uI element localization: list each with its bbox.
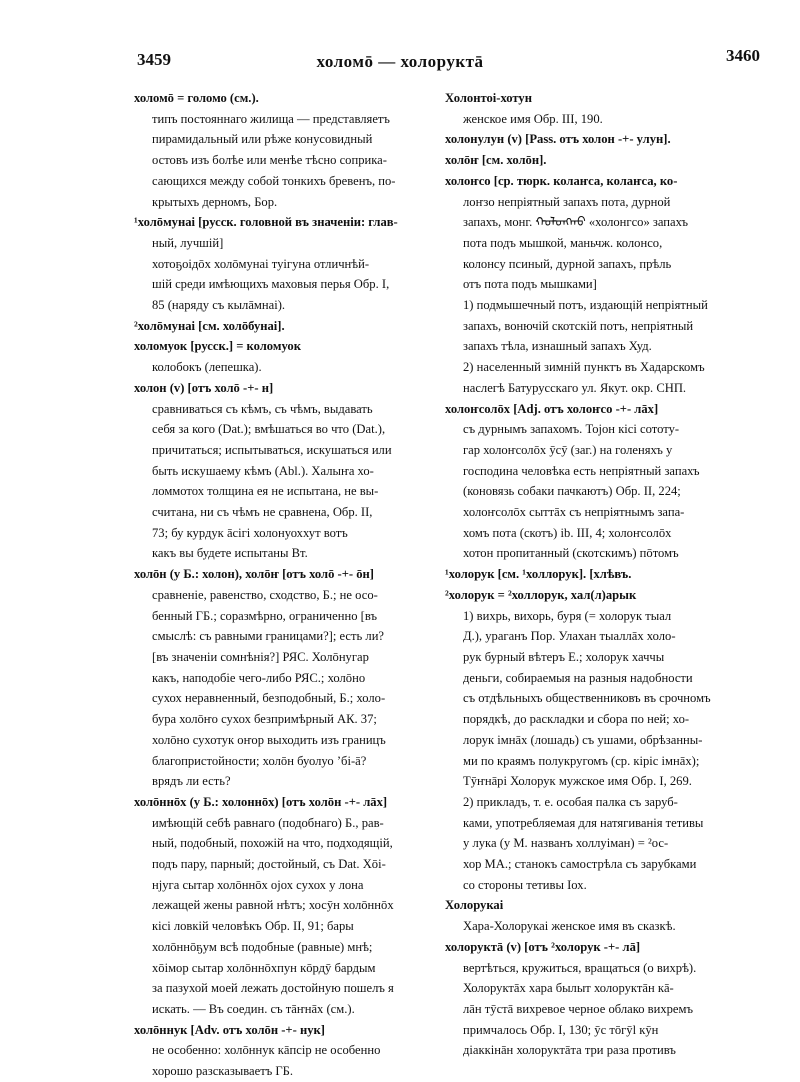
entry-text-line: сравненіе, равенство, сходство, Б.; не осо-: [152, 587, 378, 602]
entry-text-line: хōімор сытар холōннōхпун кōрдӯ бардым: [152, 960, 376, 975]
entry-text-line: ный, лучшій]: [152, 235, 224, 250]
entry-text-line: гар холоҥсолōх ӯсӯ (заг.) на голеняхъ у: [463, 442, 673, 457]
entry-headword-line: холонулун (v) [Pass. отъ холон -+- улун].: [445, 132, 671, 147]
entry-text-line: съ отдѣльныхъ общественниковъ въ срочномъ: [463, 691, 711, 706]
entry-text-line: у лука (у М. названъ холлуіман) = ²ос-: [463, 836, 669, 851]
page-number-left: 3459: [137, 50, 171, 69]
entry-text-line: хомъ пота (скотъ) ib. III, 4; холоҥсолōх: [463, 525, 672, 540]
entry-headword-line: Холорукаі: [445, 898, 504, 913]
entry-text-line: наслегѣ Батурусскаго ул. Якут. окр. СНП.: [463, 380, 687, 395]
entry-text-line: колобокъ (лепешка).: [152, 360, 262, 375]
entry-text-line: порядкѣ, до раскладки и сбора по ней; хо-: [463, 712, 690, 727]
entry-text-line: со стороны тетивы Іох.: [463, 877, 587, 892]
entry-headword-line: холōҥ [см. холōн].: [445, 153, 547, 168]
entry-text-line: пирамидальный или рѣже конусовидный: [152, 132, 373, 147]
entry-text-line: быть искушаему кѣмъ (Abl.). Халыҥа хо-: [152, 463, 374, 478]
entry-text-line: запахъ тѣла, изнашный запахъ Худ.: [463, 339, 652, 354]
entry-text-line: имѣющій себѣ равнаго (подобнаго) Б., рав-: [152, 815, 384, 830]
entry-text-line: искать. — Въ соедин. съ тāҥнāх (см.).: [152, 1001, 355, 1016]
entry-text-line: Хара-Холорукаі женское имя въ сказкѣ.: [463, 919, 676, 934]
entry-text-line: кісі ловкій человѣкъ Обр. II, 91; бары: [152, 919, 354, 934]
entry-text-line: хорошо разсказываетъ ГБ.: [152, 1064, 294, 1079]
entry-headword-line: холомуок [русск.] = коломуок: [134, 339, 301, 354]
entry-text-line: деньги, собираемыя на разныя надобности: [463, 670, 693, 685]
entry-text-line: Тӯҥнāрі Холорук мужское имя Обр. I, 269.: [463, 774, 692, 789]
entry-text-line: какъ вы будете испытаны Вт.: [152, 546, 308, 561]
entry-headword-line: холōннук [Adv. отъ холōн -+- нук]: [134, 1022, 325, 1037]
entry-text-line: лежащей жены равной нѣтъ; хосӯн холōннōх: [152, 898, 394, 913]
entry-text-line: 2) населенный зимній пунктъ въ Хадарскомъ: [463, 360, 705, 375]
entry-text-line: ломмотох толщина ея не испытана, не вы-: [152, 484, 379, 499]
entry-text-line: смыслѣ: съ равными границами?]; есть ли?: [152, 629, 385, 644]
entry-text-line: холōннōҕум всѣ подобные (равные) мнѣ;: [152, 939, 373, 954]
entry-text-line: сухох неравненный, безподобный, Б.; холо-: [152, 691, 386, 706]
entry-text-line: бенный ГБ.; соразмѣрно, ограниченно [въ: [152, 608, 377, 623]
entry-text-line: сающихся между собой тонкихъ бревенъ, по-: [152, 173, 396, 188]
entry-headword-line: ²холорук = ²холлорук, хал(л)арык: [445, 587, 637, 602]
entry-text-line: холōно сухотук оҥор выходить изъ границъ: [152, 732, 386, 747]
entry-text-line: врядъ ли есть?: [152, 774, 231, 789]
entry-text-line: Д.), ураганъ Пор. Улахан тыаллāх холо-: [463, 629, 676, 644]
entry-text-line: женское имя Обр. III, 190.: [463, 111, 603, 126]
entry-text-line: подъ пару, парный; достойный, съ Dat. Хōі-: [152, 857, 386, 872]
entry-text-line: пота подъ мышкой, маньчж. колонсо,: [463, 235, 663, 250]
entry-text-line: Холоруктāх хара былыт холоруктāн кā-: [463, 981, 674, 996]
entry-text-line: себя за кого (Dat.); вмѣшаться во что (Dat.),: [152, 422, 386, 437]
entry-headword-line: холомō = голомо (см.).: [134, 91, 259, 105]
entry-text-line: 1) вихрь, вихорь, буря (= холорук тыал: [463, 608, 672, 623]
entry-text-line: примчалось Обр. I, 130; ӯс тōгӯl кӯн: [463, 1022, 659, 1037]
entry-text-line: лорук імнāх (лошадь) съ ушами, обрѣзанны-: [463, 732, 703, 747]
entry-headword-line: ²холōмунаі [см. холōбунаі].: [134, 318, 285, 333]
entry-text-line: крытыхъ дерномъ, Бор.: [152, 194, 278, 209]
entry-text-line: 73; бу курдук āсігі холонуоххут вотъ: [152, 525, 348, 540]
entry-headword-line: холōн (у Б.: холон), холōҥ [отъ холō -+- ōн]: [134, 567, 375, 582]
entry-text-line: лāн тӯстā вихревое черное облако вихремъ: [463, 1001, 694, 1016]
entry-text-line: вертѣться, кружиться, вращаться (о вихрѣ).: [463, 960, 697, 975]
entry-text-line: хор МА.; станокъ самострѣла съ зарубками: [463, 857, 697, 872]
entry-text-line: ми по краямъ полукругомъ (ср. кіріс імнāх);: [463, 753, 700, 768]
entry-text-line: какъ, наподобіе чего-либо РЯС.; холōно: [152, 670, 366, 685]
entry-headword-line: холон (v) [отъ холō -+- н]: [134, 380, 274, 395]
page-header: [0, 44, 800, 74]
entry-text-line: ный, подобный, похожій на что, подходящій,: [152, 836, 393, 851]
entry-text-line: нјуга сытар холōннōх оjох сухох у лона: [152, 877, 364, 892]
entry-headword-line: холоҥсо [ср. тюрк. колаҥса, колаҥса, ко-: [445, 173, 678, 188]
entry-text-line: 85 (наряду съ кылāмнаі).: [152, 298, 286, 313]
entry-text-line: колонсу псиный, дурной запахъ, прѣль: [463, 256, 672, 271]
entry-text-line: холоҥсолōх сыттāх съ непріятнымъ запа-: [463, 505, 685, 520]
entry-text-line: остовъ изъ болѣе или менѣе тѣсно соприка-: [152, 153, 387, 168]
left-column: [134, 88, 440, 1082]
entry-text-line: хотон пропитанный (скотскимъ) пōтомъ: [463, 546, 679, 561]
entry-headword-line: холоруктā (v) [отъ ²холорук -+- лā]: [445, 939, 641, 954]
entry-text-line: 1) подмышечный потъ, издающій непріятный: [463, 298, 708, 313]
entry-text-line: благопристойности; холōн буолуо ’бі-ā?: [152, 753, 367, 768]
entry-headword-line: ¹холорук [см. ¹холлорук]. [хлѣвъ.: [445, 567, 632, 582]
entry-text-line: [въ значеніи сомнѣнія?] РЯС. Холōнугар: [152, 649, 369, 664]
entry-text-line: не особенно: холōннук кāпсір не особенно: [152, 1043, 381, 1058]
entry-text-line: отъ пота подъ мышками]: [463, 277, 597, 292]
entry-text-line: запахъ, вонючій скотскій потъ, непріятный: [463, 318, 694, 333]
entry-text-line: запахъ, монг. ᠬᠣᠯᠤᠩᠬᠣ «холонгсо» запахъ: [463, 215, 688, 230]
entry-text-line: лоҥзо непріятный запахъ пота, дурной: [463, 194, 671, 209]
entry-text-line: 2) прикладъ, т. е. особая палка съ заруб-: [463, 794, 678, 809]
entry-text-line: считана, ни съ чѣмъ не сравнена, Обр. II,: [152, 505, 373, 520]
entry-text-line: хотоҕоідōх холōмунаі туігуна отличнѣй-: [152, 256, 370, 271]
running-title: холомō — холоруктā: [316, 52, 484, 71]
page-number-right: 3460: [726, 46, 760, 65]
entry-headword-line: холоҥсолōх [Adj. отъ холоҥсо -+- лāх]: [445, 401, 659, 416]
entry-text-line: за пазухой моей лежать достойную пошелъ я: [152, 981, 394, 996]
entry-text-line: сравниваться съ кѣмъ, съ чѣмъ, выдавать: [152, 401, 373, 416]
right-column: [445, 88, 775, 1061]
entry-text-line: причитаться; испытываться, искушаться или: [152, 442, 392, 457]
entry-text-line: бура холōҥо сухох безпримѣрный АК. 37;: [152, 712, 377, 727]
entry-text-line: типъ постояннаго жилища — представляетъ: [152, 111, 390, 126]
entry-headword-line: Холонтоі-хотун: [445, 91, 532, 105]
entry-text-line: рук бурный вѣтеръ Е.; холорук хаччы: [463, 649, 665, 664]
entry-headword-line: холōннōх (у Б.: холоннōх) [отъ холōн -+- лāх]: [134, 794, 388, 809]
entry-text-line: съ дурнымъ запахомъ. Тоjон кісі сототу-: [463, 422, 680, 437]
entry-text-line: діаккінāн холоруктāта три раза противъ: [463, 1043, 676, 1058]
entry-text-line: шій среди имѣющихъ маховыя перья Обр. I,: [152, 277, 390, 292]
entry-text-line: (коновязь собаки пачкаютъ) Обр. II, 224;: [463, 484, 681, 499]
entry-text-line: ками, употребляемая для натягиванія тетивы: [463, 815, 704, 830]
entry-headword-line: ¹холōмунаі [русск. головной въ значеніи: глав-: [134, 215, 398, 230]
entry-text-line: господина человѣка есть непріятный запахъ: [463, 463, 700, 478]
